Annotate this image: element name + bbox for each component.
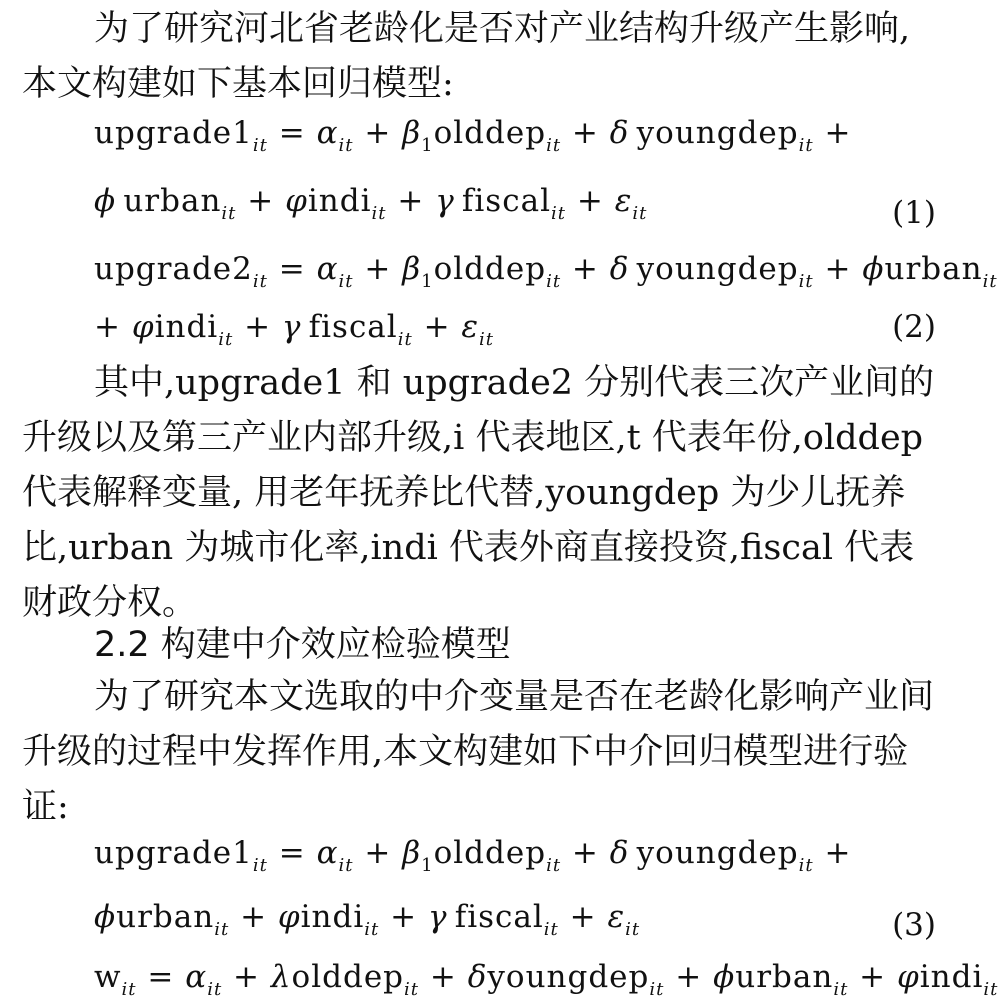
var-upgrade1: upgrade1 xyxy=(94,115,253,151)
equation-1-line-2: ϕ urban$_{it}$ + φindi$_{it}$ + γ fiscal$_{it}$ + $\varepsilon_{it}$ xyxy=(94,183,648,224)
mediation-intro-paragraph: 为了研究本文选取的中介变量是否在老龄化影响产业间升级的过程中发挥作用,本文构建如下中介回归模型进行验证: xyxy=(22,677,935,827)
section-heading: 2.2 构建中介效应检验模型 xyxy=(94,625,511,665)
equation-2-line-1: $upgrade2_{it} = \alpha_{it}$ + $\beta_1olddep_{it} + \delta$ youngdep$_{it}$ + ϕurban$_{it}$ xyxy=(94,251,998,292)
intro-paragraph: 为了研究河北省老龄化是否对产业结构升级产生影响,本文构建如下基本回归模型: xyxy=(22,9,911,104)
var-youngdep: youngdep xyxy=(636,115,799,151)
explanation-paragraph: 其中,upgrade1 和 upgrade2 分别代表三次产业间的升级以及第三产业内部升级,i 代表地区,t 代表年份,olddep 代表解释变量, 用老年抚养比代替,youngdep 为少儿抚养比,urban 为城市化率,indi 代表外商直接投资,fiscal 代表财政分权。 xyxy=(22,363,935,623)
var-upgrade2: upgrade2 xyxy=(94,251,253,287)
equation-1-line-1: $upgrade1_{it} = \alpha_{it}$ + $\beta_1olddep_{it} + \delta$ youngdep$_{it}$ + xyxy=(94,115,852,156)
var-w: w xyxy=(94,959,122,995)
var-fiscal: fiscal xyxy=(461,183,551,219)
equation-4-line-1: $w_{it} = \alpha_{it}$ + λolddep$_{it}$ + δyoungdep$_{it}$ + ϕurban$_{it}$ + φindi$_{it}$ xyxy=(94,959,998,1000)
var-urban: urban xyxy=(123,183,222,219)
equation-3-line-2: ϕurban$_{it}$ + φindi$_{it}$ + γ fiscal$_{it}$ + $\varepsilon_{it}$ xyxy=(94,899,641,940)
equation-number-3: (3) xyxy=(892,907,936,943)
var-olddep: olddep xyxy=(433,115,547,151)
equation-number-1: (1) xyxy=(892,195,936,231)
equation-number-2: (2) xyxy=(892,309,936,345)
equation-2-line-2: + φindi$_{it}$ + γ fiscal$_{it}$ + $\varepsilon_{it}$ xyxy=(94,309,495,350)
equation-3-line-1: $upgrade1_{it} = \alpha_{it}$ + $\beta_1olddep_{it} + \delta$ youngdep$_{it}$ + xyxy=(94,835,852,876)
var-indi: indi xyxy=(307,183,372,219)
